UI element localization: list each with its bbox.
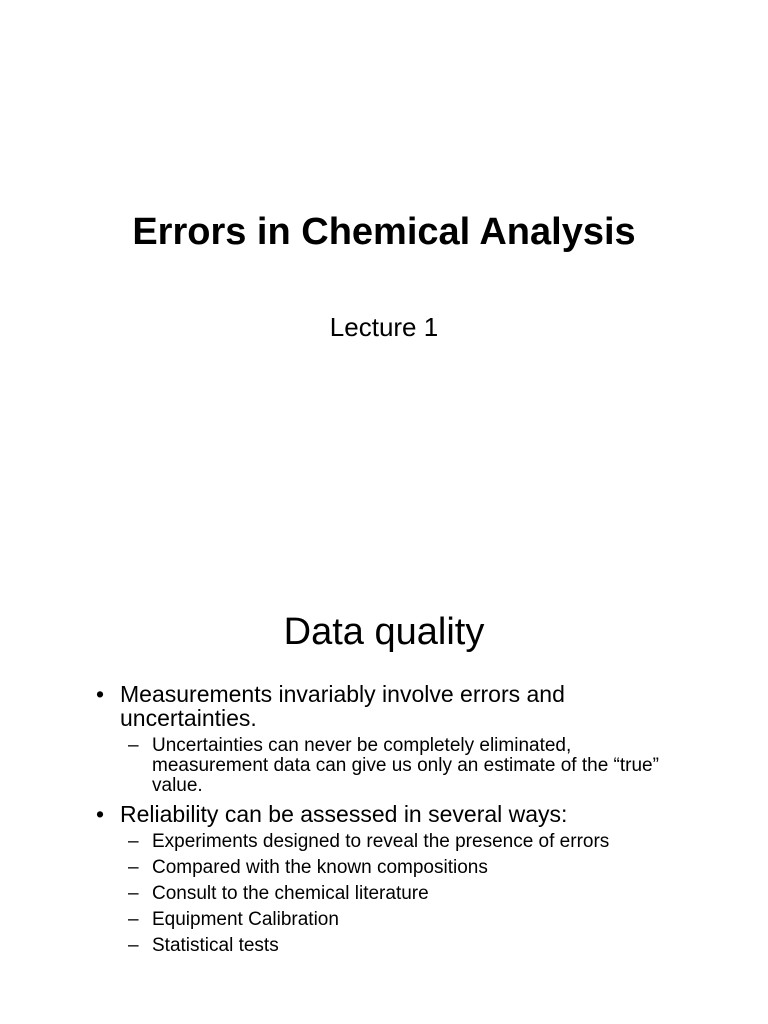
bullet-text: Reliability can be assessed in several ways: [120,801,568,827]
bullet-list [96,682,676,962]
bullet-text: Measurements invariably involve errors and uncertainties. [120,681,565,731]
sub-bullet-list [128,736,676,796]
slide-subtitle: Lecture 1 [329,312,439,342]
slide-title: Errors in Chemical Analysis [132,211,636,253]
sub-bullet-item: – Consult to the chemical literature [128,884,676,904]
sub-bullet-item: – Compared with the known compositions [128,858,676,878]
sub-bullet-item: – Experiments designed to reveal the presence of errors [128,832,676,852]
slide-title: Data quality [283,611,485,653]
bullet-item [96,682,676,796]
sub-bullet-list [128,832,676,956]
sub-bullet-item: – Statistical tests [128,936,676,956]
sub-bullet-item: – Uncertainties can never be completely eliminated, measurement data can give us only an estimate of the “true” value. [128,736,676,796]
content-slide [0,512,768,1024]
bullet-item [96,802,676,956]
sub-bullet-item: – Equipment Calibration [128,910,676,930]
